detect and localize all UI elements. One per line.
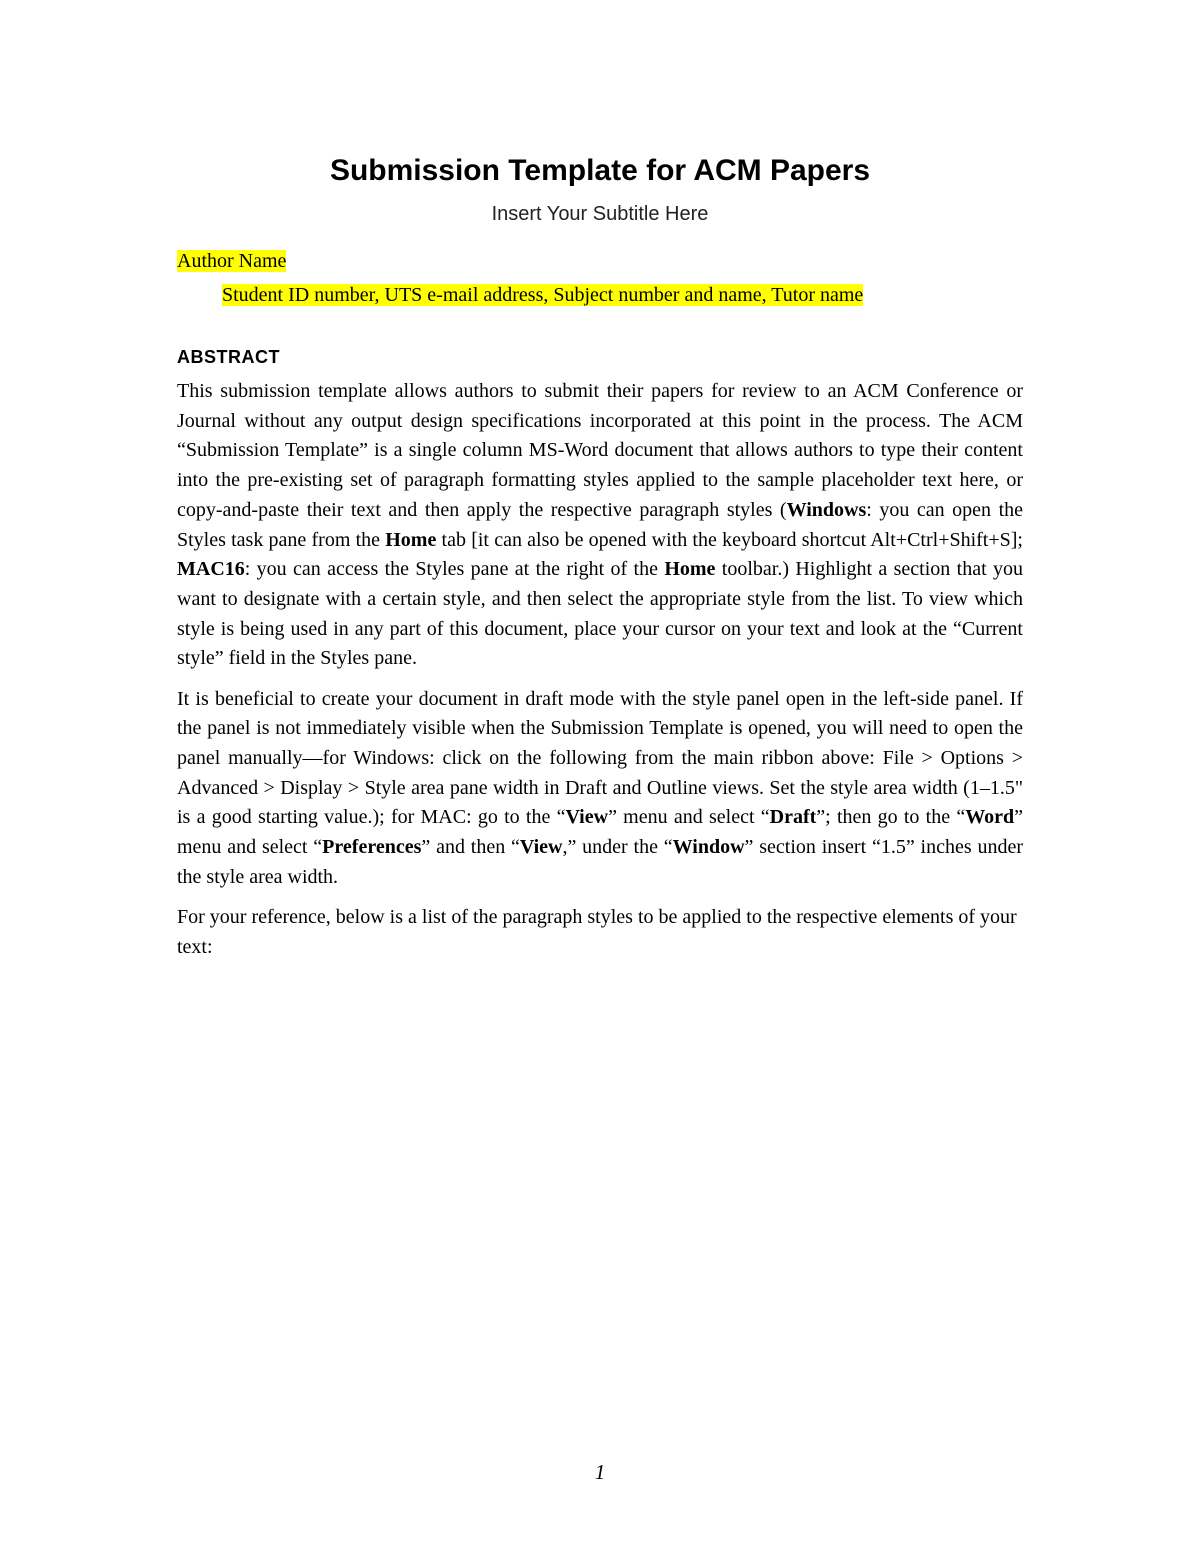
author-affiliation-text: Student ID number, UTS e-mail address, Subject number and name, Tutor name — [222, 284, 864, 306]
bold-term: Windows — [786, 498, 867, 521]
bold-term: Home — [664, 558, 716, 581]
author-name-text: Author Name — [177, 250, 287, 272]
bold-term: View — [565, 806, 609, 829]
bold-term: Home — [385, 528, 437, 551]
bold-term: Word — [965, 806, 1015, 829]
document-subtitle: Insert Your Subtitle Here — [491, 203, 709, 225]
abstract-paragraph-1: This submission template allows authors to submit their papers for review to an ACM Conference or Journal without any output design specifications incorporated at this point in the process. The ACM “Submission Template” is a single column MS-Word document that allows authors to type their content into the pre-existing set of paragraph formatting styles applied to the sample placeholder text here, or copy-and-paste their text and then apply the respective paragraph styles (Windows: you can open the Styles task pane from the Home tab [it can also be opened with the keyboard shortcut Alt+Ctrl+Shift+S]; MAC16: you can access the Styles pane at the right of the Home toolbar.) Highlight a section that you want to designate with a certain style, and then select the appropriate style from the list. To view which style is being used in any part of this document, place your cursor on your text and look at the “Current style” field in the Styles pane. — [177, 380, 1024, 670]
document-title: Submission Template for ACM Papers — [329, 154, 871, 187]
abstract-paragraph-3: For your reference, below is a list of the paragraph styles to be applied to the respective elements of your text: — [177, 905, 1017, 958]
bold-term: Preferences — [322, 836, 422, 859]
bold-term: View — [519, 836, 563, 859]
abstract-paragraph-2: It is beneficial to create your document in draft mode with the style panel open in the left-side panel. If the panel is not immediately visible when the Submission Template is opened, you will need to open the panel manually—for Windows: click on the following from the main ribbon above: File > Options > Advanced > Display > Style area pane width in Draft and Outline views. Set the style area width (1–1.5" is a good starting value.); for MAC: go to the “View” menu and select “Draft”; then go to the “Word” menu and select “Preferences” and then “View,” under the “Window” section insert “1.5” inches under the style area width. — [177, 687, 1024, 888]
abstract-body — [177, 377, 1023, 973]
bold-term: Window — [672, 836, 745, 859]
author-name — [177, 247, 286, 275]
page-number: 1 — [594, 1460, 606, 1484]
author-affiliation — [222, 281, 863, 309]
bold-term: Draft — [769, 806, 817, 829]
bold-term: MAC16 — [177, 558, 245, 581]
abstract-heading: ABSTRACT — [177, 347, 280, 367]
